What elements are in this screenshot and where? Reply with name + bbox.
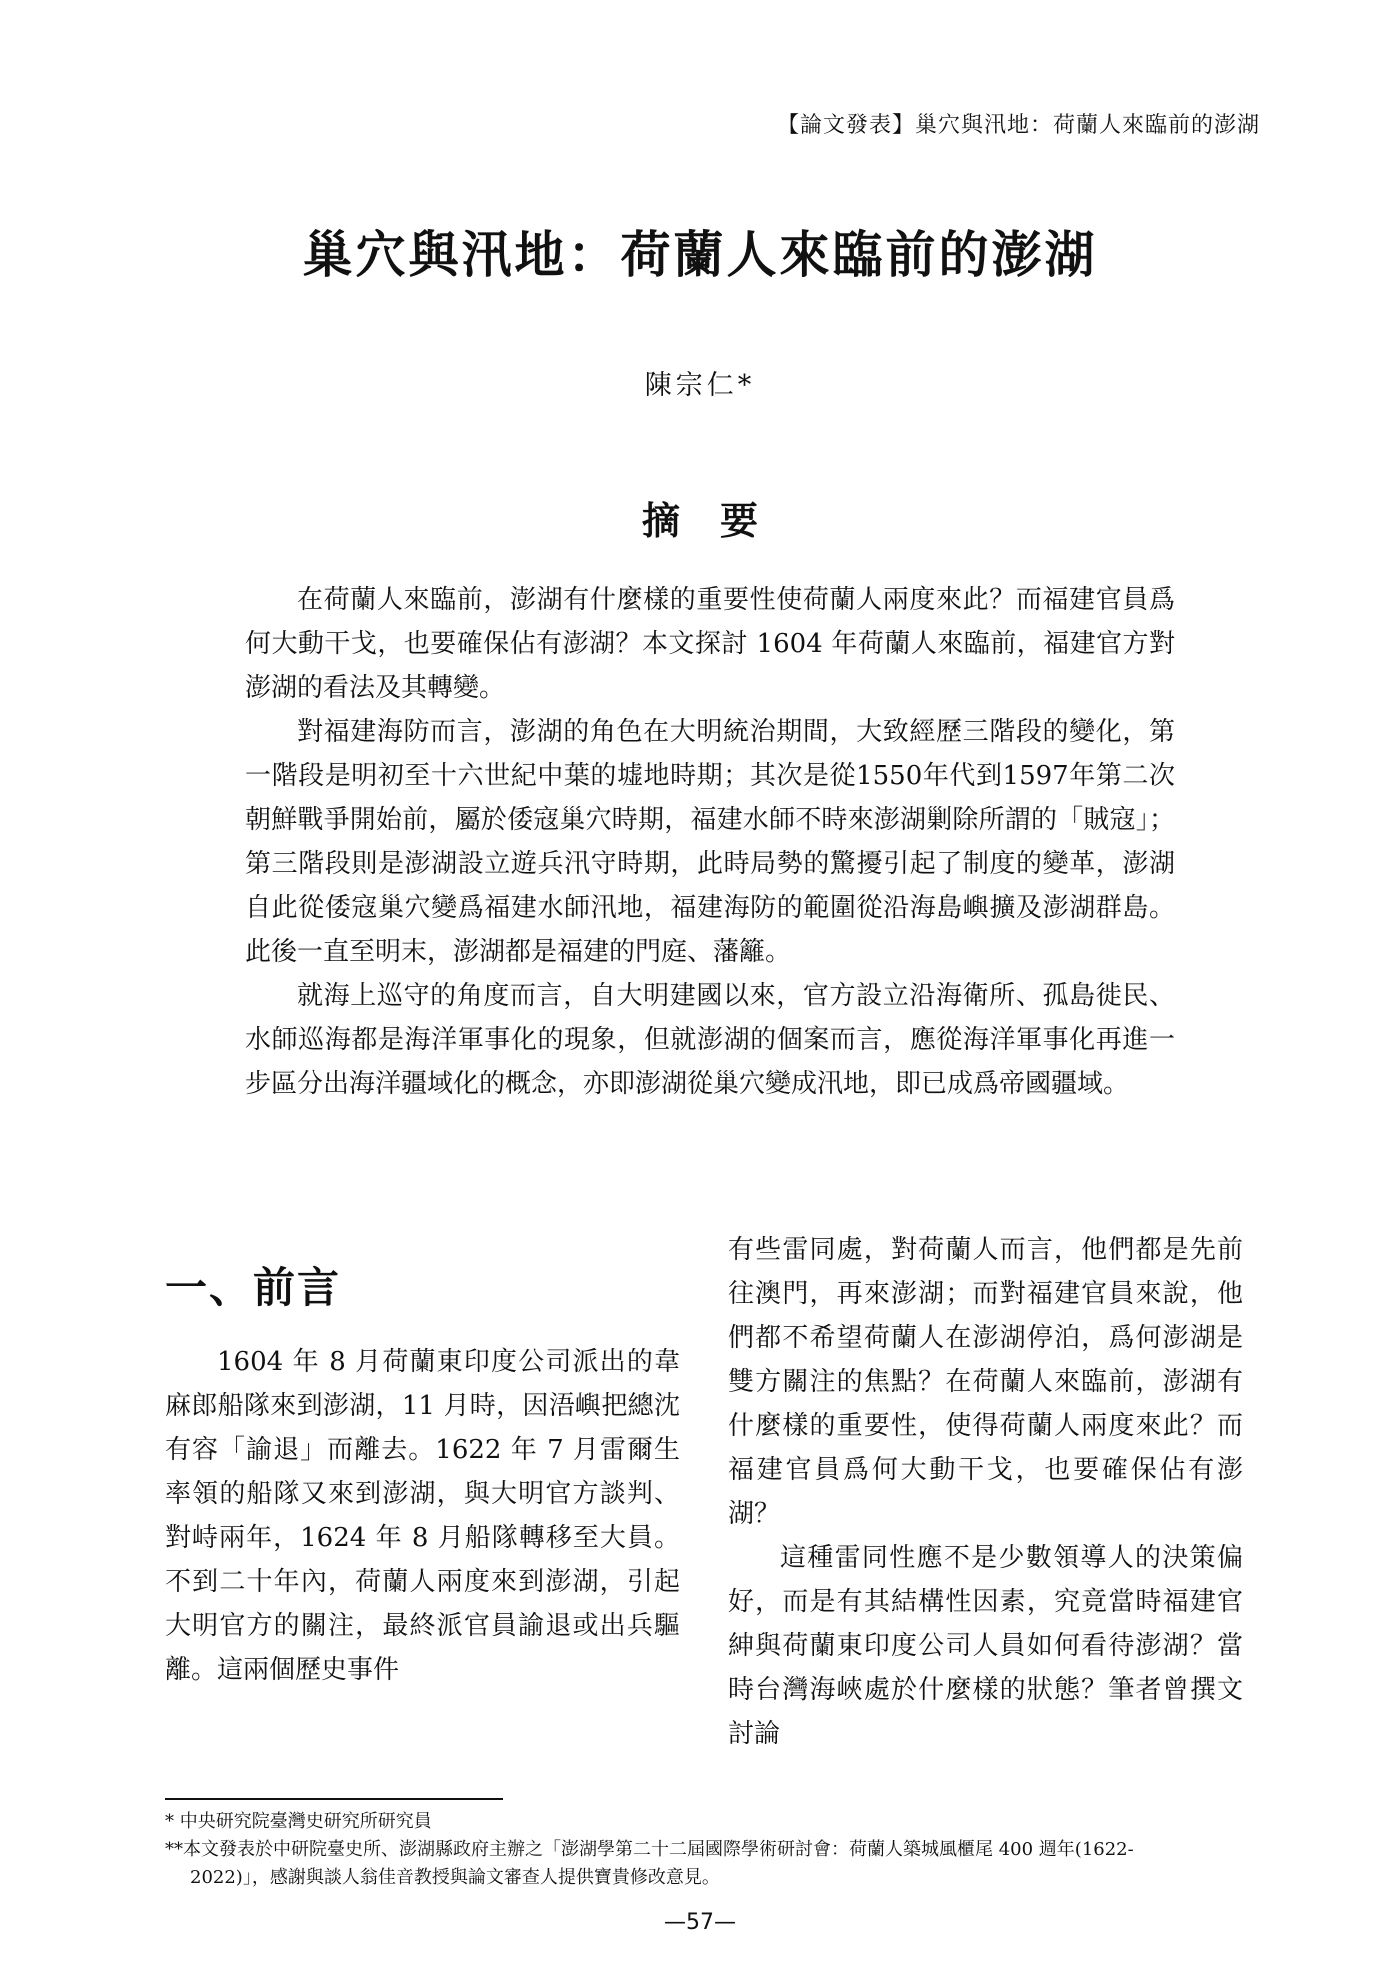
- abstract-paragraph: 對福建海防而言，澎湖的角色在大明統治期間，大致經歷三階段的變化，第一階段是明初至十六世紀中葉的墟地時期；其次是從1550年代到1597年第二次朝鮮戰爭開始前，屬於倭寇巢穴時期，福建水師不時來澎湖剿除所謂的「賊寇」；第三階段則是澎湖設立遊兵汛守時期，此時局勢的驚擾引起了制度的變革，澎湖自此從倭寇巢穴變爲福建水師汛地，福建海防的範圍從沿海島嶼擴及澎湖群島。此後一直至明末，澎湖都是福建的門庭、藩籬。: [245, 717, 1175, 967]
- paper-title: 巢穴與汛地：荷蘭人來臨前的澎湖: [302, 225, 1098, 284]
- body-right-column: [728, 1228, 1243, 1756]
- running-header: 【論文發表】巢穴與汛地：荷蘭人來臨前的澎湖: [776, 113, 1260, 138]
- body-paragraph: 有些雷同處，對荷蘭人而言，他們都是先前往澳門，再來澎湖；而對福建官員來說，他們都不希望荷蘭人在澎湖停泊，爲何澎湖是雙方關注的焦點？在荷蘭人來臨前，澎湖有什麼樣的重要性，使得荷蘭人兩度來此？而福建官員爲何大動干戈，也要確保佔有澎湖？: [728, 1235, 1243, 1529]
- footnote: 2022)」，感謝與談人翁佳音教授與論文審查人提供寶貴修改意見。: [190, 1867, 720, 1888]
- section-heading: 一、前言: [165, 1263, 342, 1312]
- body-left-column: [165, 1340, 680, 1692]
- author-name: 陳宗仁*: [644, 370, 756, 401]
- footnotes: [165, 1808, 1245, 1892]
- page-number: —57—: [664, 1910, 736, 1935]
- abstract-paragraph: 就海上巡守的角度而言，自大明建國以來，官方設立沿海衛所、孤島徙民、水師巡海都是海洋軍事化的現象，但就澎湖的個案而言，應從海洋軍事化再進一步區分出海洋疆域化的概念，亦即澎湖從巢穴變成汛地，即已成爲帝國疆域。: [245, 981, 1175, 1099]
- body-paragraph: 這種雷同性應不是少數領導人的決策偏好，而是有其結構性因素，究竟當時福建官紳與荷蘭東印度公司人員如何看待澎湖？當時台灣海峽處於什麼樣的狀態？筆者曾撰文討論: [728, 1543, 1243, 1749]
- footnote-divider: [165, 1798, 503, 1800]
- abstract-paragraph: 在荷蘭人來臨前，澎湖有什麼樣的重要性使荷蘭人兩度來此？而福建官員爲何大動干戈，也要確保佔有澎湖？本文探討 1604 年荷蘭人來臨前，福建官方對澎湖的看法及其轉變。: [245, 585, 1175, 703]
- abstract: [245, 578, 1175, 1106]
- abstract-heading: 摘要: [641, 498, 798, 543]
- footnote: **本文發表於中研院臺史所、澎湖縣政府主辦之「澎湖學第二十二屆國際學術研討會：荷蘭人築城風櫃尾 400 週年(1622-: [165, 1839, 1134, 1860]
- footnote: * 中央研究院臺灣史研究所研究員: [165, 1811, 432, 1832]
- body-paragraph: 1604 年 8 月荷蘭東印度公司派出的韋麻郎船隊來到澎湖，11 月時，因浯嶼把總沈有容「諭退」而離去。1622 年 7 月雷爾生率領的船隊又來到澎湖，與大明官方談判、對峙兩年，1624 年 8 月船隊轉移至大員。不到二十年內，荷蘭人兩度來到澎湖，引起大明官方的關注，最終派官員諭退或出兵驅離。這兩個歷史事件: [165, 1347, 680, 1685]
